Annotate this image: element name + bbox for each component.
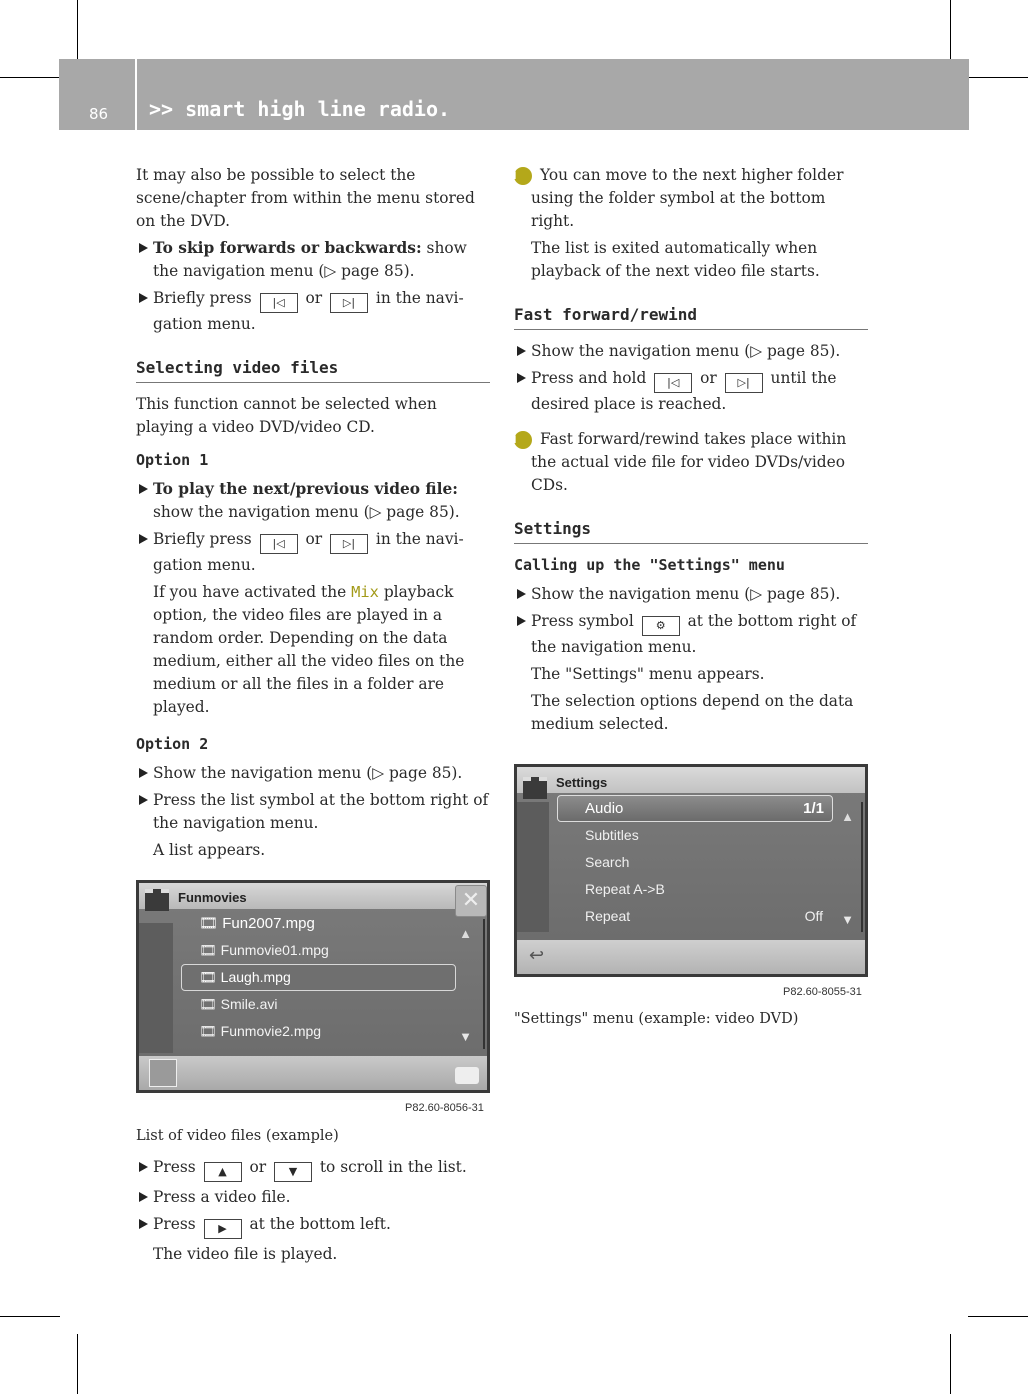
or-text: or [700,369,717,387]
settings-item-repeat-ab[interactable] [557,876,833,903]
settings-list [557,795,833,930]
play-next-label: To play the next/previous video file: [153,480,458,498]
file-list [181,910,461,1045]
prev-key-icon: |◁ [654,373,692,393]
skip-text: show the navigation menu (▷ page 85). [153,239,467,280]
mix-before: If you have activated the [153,583,352,601]
back-icon[interactable]: ↩ [529,945,545,966]
play-step [136,1213,490,1239]
mix-note [136,581,490,719]
left-column [136,164,490,866]
prev-key-icon: |◁ [260,293,298,313]
crop-mark [968,1316,1028,1317]
figure-code: P82.60-8056-31 [405,1102,484,1114]
clapper-icon [523,777,547,799]
list-title: Funmovies [178,890,247,905]
or-text: or [305,530,323,548]
step-text: at the bottom left. [249,1215,391,1233]
step-text: in the navi-gation menu. [153,289,464,333]
or-text: or [249,1158,267,1176]
down-key-icon: ▼ [274,1162,312,1182]
scroll-step [136,1156,490,1182]
settings-item-subtitles[interactable] [557,822,833,849]
file-name: Smile.avi [220,996,278,1012]
right-column [514,164,868,740]
step-text: show the navigation menu (▷ page 85). [153,503,460,521]
step-text: Press and hold [531,369,647,387]
calling-up-heading: Calling up the "Settings" menu [514,556,785,574]
play-key-icon: ▶ [204,1219,242,1239]
mix-option: Mix [351,583,379,601]
left-panel [517,802,549,932]
next-key-icon: ▷| [330,293,368,313]
or-text: or [305,289,323,307]
step-text: until the desired place is reached. [531,369,837,413]
bottom-bar [517,940,865,974]
item-label: Audio [585,800,624,817]
settings-gear-icon: ⚙ [642,616,680,636]
briefly-press-step [136,287,490,336]
settings-item-audio[interactable] [557,795,833,822]
close-icon[interactable]: ✕ [455,885,487,917]
show-nav-step: Show the navigation menu (▷ page 85). [514,340,868,363]
file-name: Funmovie2.mpg [220,1023,322,1039]
intro-text: It may also be possible to select the scene/chapter from within the menu stored on the DVD. [136,166,475,230]
step-text: Press symbol [531,612,634,630]
press-list-step: Press the list symbol at the bottom right of the navigation menu. [136,789,490,835]
press-symbol-step [514,610,868,659]
option-2-heading: Option 2 [136,735,209,753]
figure-code: P82.60-8055-31 [783,986,862,998]
settings-item-search[interactable] [557,849,833,876]
file-name: Funmovie01.mpg [220,942,329,958]
clapper-icon [145,889,169,911]
info-icon: i [514,167,532,185]
selection-options-text: The selection options depend on the data medium selected. [531,692,854,733]
settings-screen [514,764,868,977]
info-text: Fast forward/rewind takes place within the actual vide file for video DVDs/video CDs. [531,430,847,494]
step-text: Press [153,1158,196,1176]
cannot-select-text: This function cannot be selected when playing a video DVD/video CD. [136,395,437,436]
next-key-icon: ▷| [725,373,763,393]
page-header [59,59,969,130]
mix-after: playback option, the video files are played in a random order. Depending on the data medium, either all the video files on the medium or all the files in a folder are played. [153,583,465,716]
press-video-step: Press a video file. [136,1186,490,1209]
info-note-ff [514,428,868,497]
prev-key-icon: |◁ [260,534,298,554]
item-label: Search [585,854,630,870]
item-label: Repeat A->B [585,881,665,897]
info-text: You can move to the next higher folder using the folder symbol at the bottom right. [531,166,844,230]
crop-mark [0,77,60,78]
section-heading-ff: Fast forward/rewind [514,303,868,330]
file-item[interactable]: 🎞 Funmovie2.mpg [199,1023,322,1039]
info-note-folder [514,164,868,233]
file-item[interactable]: 🎞 Fun2007.mpg [199,915,315,932]
scroll-up-icon[interactable]: ▲ [841,809,854,824]
section-heading-selecting: Selecting video files [136,356,490,383]
scroll-down-icon[interactable]: ▼ [459,1029,472,1044]
option-1-heading: Option 1 [136,451,209,469]
section-heading-settings: Settings [514,517,868,544]
audio-value: 1/1 [803,800,824,817]
crop-mark [950,1334,951,1394]
crop-mark [950,0,951,60]
figure-caption: List of video files (example) [136,1128,339,1144]
file-name: Fun2007.mpg [222,915,315,932]
repeat-value: Off [804,908,823,924]
item-label: Repeat [585,908,631,924]
crop-mark [77,0,78,60]
step-text: Briefly press [153,530,252,548]
step-text: Press [153,1215,196,1233]
file-item[interactable]: 🎞 Smile.avi [199,996,278,1012]
crop-mark [0,1316,60,1317]
file-item[interactable]: 🎞 Funmovie01.mpg [199,942,329,958]
file-played-text: The video file is played. [153,1245,338,1263]
step-text: Briefly press [153,289,252,307]
play-next-step [136,478,490,524]
header-divider [135,59,137,130]
step-text: in the navi-gation menu. [153,530,464,574]
step-text: to scroll in the list. [319,1158,467,1176]
scrollbar[interactable] [483,919,485,1049]
menu-appears-text: The "Settings" menu appears. [531,665,765,683]
skip-instruction [136,237,490,283]
info-icon: i [514,431,532,449]
up-key-icon: ▲ [204,1162,242,1182]
crop-mark [77,1334,78,1394]
figure-caption: "Settings" menu (example: video DVD) [514,1011,799,1027]
scroll-down-icon[interactable]: ▼ [841,912,854,927]
left-panel [139,923,173,1053]
page-number: 86 [89,105,109,123]
file-name: Laugh.mpg [220,969,291,985]
bottom-bar [139,1056,487,1090]
folder-up-icon[interactable] [455,1067,479,1084]
play-symbol-icon[interactable] [149,1059,177,1087]
show-nav-step: Show the navigation menu (▷ page 85). [136,762,490,785]
skip-label: To skip forwards or backwards: [153,239,422,257]
info-note-exit: The list is exited automatically when playback of the next video file starts. [531,239,820,280]
file-item-selected[interactable]: 🎞 Laugh.mpg [181,964,456,991]
left-column-lower [136,1156,490,1270]
page-title: >> smart high line radio. [149,97,451,121]
scroll-up-icon[interactable]: ▲ [459,926,472,941]
item-label: Subtitles [585,827,639,843]
settings-item-repeat[interactable] [557,903,833,930]
settings-title: Settings [556,775,608,790]
video-list-screen [136,880,490,1093]
scrollbar[interactable] [861,802,863,932]
list-appears-text: A list appears. [153,841,266,859]
press-hold-step [514,367,868,416]
step-text: at the bottom right of the navigation menu. [531,612,857,656]
show-nav-step-2: Show the navigation menu (▷ page 85). [514,583,868,606]
briefly-press-step-2 [136,528,490,577]
next-key-icon: ▷| [330,534,368,554]
crop-mark [968,77,1028,78]
